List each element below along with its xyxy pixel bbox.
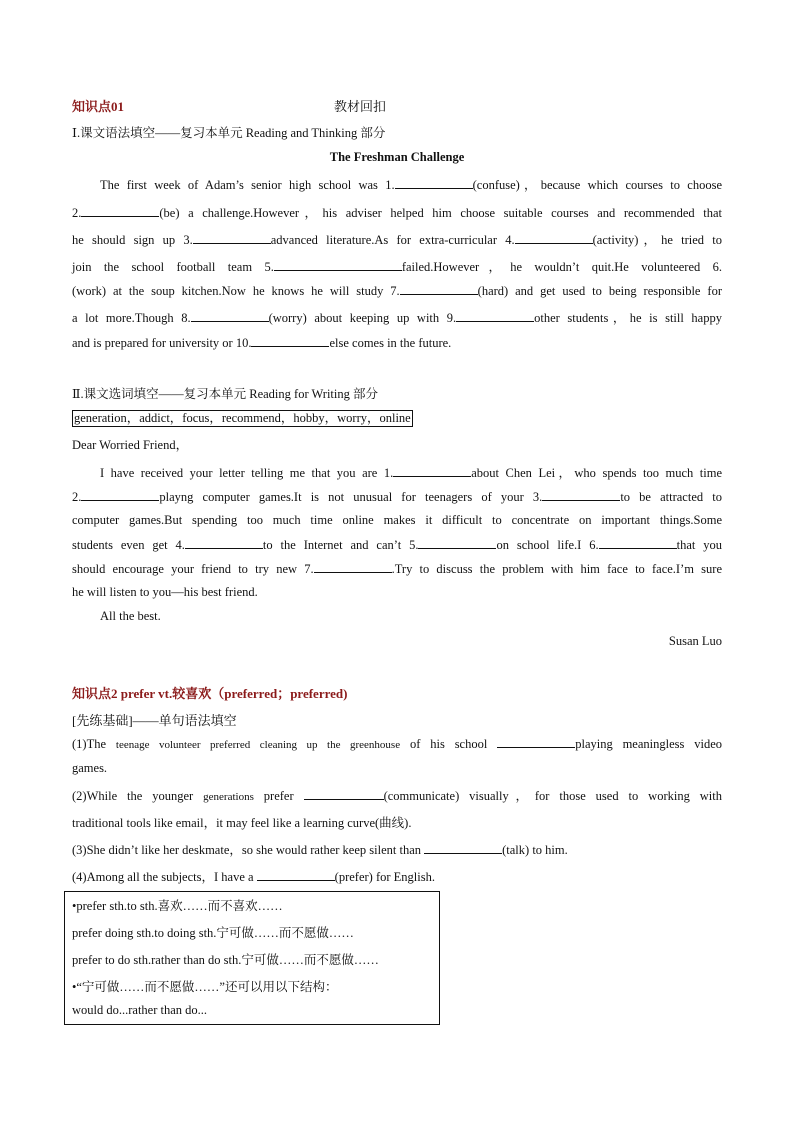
blank-p2-7[interactable] xyxy=(314,561,392,573)
blank-8[interactable] xyxy=(191,310,269,322)
section2-header xyxy=(72,683,722,702)
blank-p2-5[interactable] xyxy=(418,537,496,549)
section2-label: 知识点2 prefer vt.较喜欢（preferred；preferred) xyxy=(72,686,348,701)
question-1-line-2: games. xyxy=(72,761,108,775)
usage-tip-box xyxy=(64,891,440,1025)
practice-heading: [先练基础]——单句语法填空 xyxy=(72,713,237,728)
passage1-line-3: he should sign up 3. advanced literature.As for extra-curricular 4. (activity)，he tried to xyxy=(72,233,722,247)
tip-line-2: prefer doing sth.to doing sth.宁可做……而不愿做…… xyxy=(72,926,354,940)
blank-9[interactable] xyxy=(456,310,534,322)
blank-p2-3[interactable] xyxy=(542,489,620,501)
question-3: (3)She didn’t like her deskmate，so she would rather keep silent than (talk) to him. xyxy=(72,843,568,857)
word-box-row xyxy=(72,410,722,427)
blank-5[interactable] xyxy=(274,259,402,271)
letter-line-2: 2. playng computer games.It is not unusual for teenagers of your 3. to be attracted to xyxy=(72,490,722,504)
blank-p2-6[interactable] xyxy=(599,537,677,549)
blank-q4[interactable] xyxy=(257,869,335,881)
blank-4[interactable] xyxy=(515,232,593,244)
part2-heading: Ⅱ.课文选词填空——复习本单元 Reading for Writing 部分 xyxy=(72,387,379,401)
blank-10[interactable] xyxy=(251,335,329,347)
letter-signature: Susan Luo xyxy=(668,634,722,648)
blank-3[interactable] xyxy=(193,232,271,244)
letter-salutation: Dear Worried Friend， xyxy=(72,438,189,452)
tip-line-1: •prefer sth.to sth.喜欢……而不喜欢…… xyxy=(72,899,283,913)
passage1-line-7: and is prepared for university or 10. else comes in the future. xyxy=(72,336,452,350)
question-1-line-1: (1)The teenage volunteer preferred cleaning up the greenhouse of his school playing meaningless video xyxy=(72,737,723,751)
blank-7[interactable] xyxy=(400,283,478,295)
question-2-line-1: (2)While the younger generations prefer (communicate) visually，for those used to working with xyxy=(72,789,723,803)
question-2-line-2: traditional tools like email，it may feel like a learning curve(曲线). xyxy=(72,816,412,830)
section1-subtitle: 教材回扣 xyxy=(334,99,387,114)
tip-line-4: •“宁可做……而不愿做……”还可以用以下结构： xyxy=(72,980,338,994)
letter-line-4: students even get 4. to the Internet and can’t 5. on school life.I 6. that you xyxy=(72,538,723,552)
letter-line-1: I have received your letter telling me that you are 1. about Chen Lei，who spends too much time xyxy=(100,466,723,480)
blank-p2-2[interactable] xyxy=(81,489,159,501)
letter-closing: All the best. xyxy=(100,609,161,623)
tip-line-3: prefer to do sth.rather than do sth.宁可做……而不愿做…… xyxy=(72,953,379,967)
blank-q2[interactable] xyxy=(304,788,384,800)
passage-title: The Freshman Challenge xyxy=(329,150,465,164)
blank-q3[interactable] xyxy=(424,842,502,854)
section1-header xyxy=(72,96,722,115)
blank-1[interactable] xyxy=(395,177,473,189)
letter-line-5: should encourage your friend to try new 7. .Try to discuss the problem with him face to face.I’m sure xyxy=(72,562,722,576)
passage1-line-1: The first week of Adam’s senior high school was 1. (confuse)，because which courses to choose xyxy=(100,178,722,192)
passage1-line-6: a lot more.Though 8. (worry) about keeping up with 9. other students，he is still happy xyxy=(72,311,722,325)
tip-line-5: would do...rather than do... xyxy=(72,1003,208,1017)
passage1-line-5: (work) at the soup kitchen.Now he knows he will study 7. (hard) and get used to being responsible for xyxy=(72,284,722,298)
question-4: (4)Among all the subjects，I have a (prefer) for English. xyxy=(72,870,435,884)
blank-2[interactable] xyxy=(81,205,159,217)
section1-label: 知识点01 xyxy=(72,99,125,114)
word-box: generation，addict，focus，recommend，hobby，worry，online xyxy=(74,411,411,425)
part1-heading: Ⅰ.课文语法填空——复习本单元 Reading and Thinking 部分 xyxy=(72,126,386,140)
blank-q1[interactable] xyxy=(497,736,575,748)
letter-line-6: he will listen to you—his best friend. xyxy=(72,585,258,599)
blank-p2-1[interactable] xyxy=(393,465,471,477)
passage1-line-2: 2. (be) a challenge.However，his adviser helped him choose suitable courses and recommended that xyxy=(72,206,722,220)
letter-line-3: computer games.But spending too much time online makes it difficult to concentrate on important things.Some xyxy=(72,513,722,527)
blank-p2-4[interactable] xyxy=(185,537,263,549)
passage1-line-4: join the school football team 5. failed.However，he wouldn’t quit.He volunteered 6. xyxy=(72,260,723,274)
